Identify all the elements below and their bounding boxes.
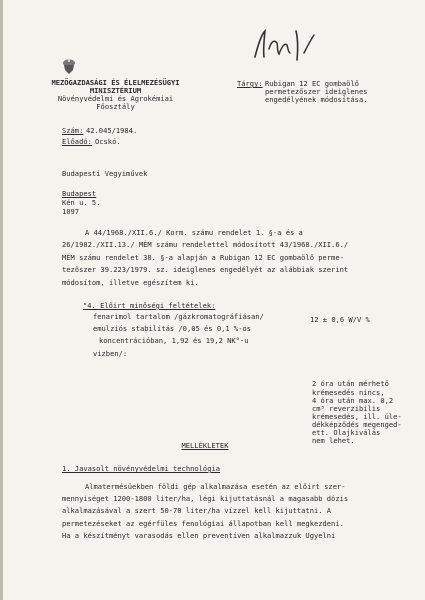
section4-note-line: krémesedés nincs, [312, 388, 385, 397]
intro-line: A 44/1968./XII.6./ Korm. számu rendelet 1. §-a és a [85, 228, 303, 237]
section4-value: 12 ± 0,6 W/V % [310, 315, 370, 324]
section4-note-line: krémesedés, ill. üle- [312, 412, 402, 421]
officer-name: Ocskó. [95, 137, 121, 146]
address-street: Kén u. 5. [62, 198, 101, 207]
department-line1: Növényvédelmi és Agrokémiai [57, 94, 174, 103]
coat-of-arms-icon [60, 57, 78, 75]
handwritten-signature [252, 27, 322, 65]
section1-line: Ha a készítményt varasodás ellen preventíven alkalmazzuk Ugyelni [62, 531, 336, 540]
section4-note-line: nem lehet. [312, 436, 355, 445]
section4-note-line: 4 óra után max. 0,2 [312, 396, 394, 405]
ministry-name-line2: MINISZTÉRIUM [89, 86, 142, 95]
section4-line: fenarimol tartalom /gázkromatográfiásan/ [93, 312, 264, 321]
intro-line: módosítom, illetve egészítem ki. [62, 278, 199, 287]
section1-line: alkalmazásával a szert 50-70 liter/ha vízzel kell kijuttatni. A [62, 506, 332, 515]
section1-title: 1. Javasolt növényvédelmi technológia [62, 464, 221, 473]
address-city: Budapest [62, 189, 97, 198]
section4-line: koncentrációban, 1,92 és 19,2 NK°-u [99, 336, 249, 345]
ref-number-label: Szám: [62, 126, 84, 135]
address-postcode: 1097 [62, 207, 80, 216]
section1-line: permetezéseket az egérfüles fenológiai állapotban kell megkezdeni. [62, 519, 344, 528]
subject-line3: engedélyének módosítása. [265, 95, 368, 104]
section4-line: vizben/: [93, 349, 128, 358]
subject-line2: permetezőszer ideiglenes [265, 87, 368, 96]
section4-note-line: dékképződés megenged- [312, 420, 402, 429]
section4-note-line: cm³ reverzibilis [312, 404, 381, 413]
ref-number: 42.045/1984. [86, 126, 138, 135]
ministry-name-line1: MEZŐGAZDASÁGI ÉS ÉLELMEZÉSÜGYI [51, 78, 180, 87]
intro-line: tezőszer 39.223/1979. sz. ideiglenes engedélyét az alábbiak szerint [62, 265, 349, 274]
intro-line: MÉM számu rendelet 38. §-a alapján a Rubigan 12 EC gombaölő perme- [62, 253, 344, 262]
section1-line: mennyiséget 1200-1800 liter/ha, légi kijuttatásnál a magasabb dózis [62, 494, 349, 503]
address-company: Budapesti Vegyiművek [62, 169, 148, 178]
section4-note-line: 2 óra után mérhető [312, 379, 389, 388]
subject-label: Tárgy: [237, 79, 263, 88]
section4-line: emulziós stabilitás /0,05 és 0,1 %-os [93, 324, 252, 333]
intro-line: 26/1982./XII.13./ MÉM számu rendelettel módosított 43/1968./XII.6./ [62, 240, 349, 249]
subject-line1: Rubigan 12 EC gombaölő [265, 79, 359, 88]
page-edge-shadow [0, 0, 3, 600]
section1-line: Almatermésüekben földi gép alkalmazása esetén az előirt szer- [85, 482, 346, 491]
annex-title: MELLÉKLETEK [181, 441, 229, 450]
section4-title: "4. Előirt minőségi feltételek: [83, 301, 216, 310]
department-line2: Főosztály [96, 102, 135, 111]
section4-note-line: ett. Olajkiválás [312, 428, 381, 437]
officer-label: Előadó: [62, 137, 92, 146]
